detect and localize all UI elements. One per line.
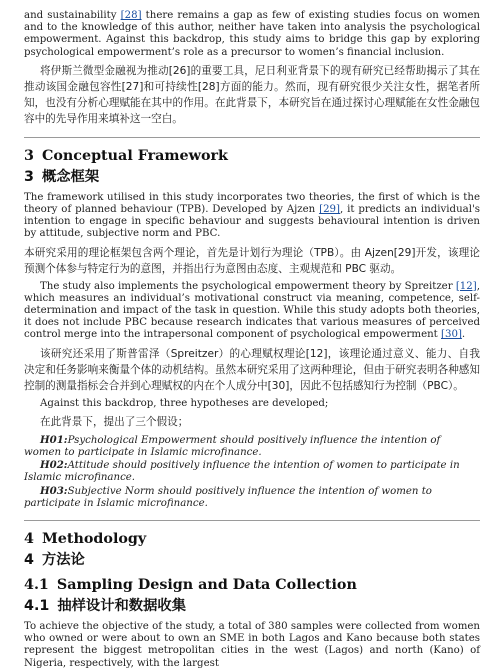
paragraph-sustainability-gap-zh: 将伊斯兰微型金融视为推动[26]的重要工具，尼日利亚背景下的现有研究已经帮助揭示了其在推动该国金融包容性[27]和可持续性[28]方面的能力。然而，现有研究很少关注女性，据笔者所知，也没有分析心理赋能在其中的作用。在此背景下，本研究旨在通过探讨心理赋能在女性金融包容中的先导作用来填补这一空白。 (24, 64, 480, 125)
section-3-heading: 3 Conceptual Framework (24, 147, 228, 164)
paragraph-tpb: The framework utilised in this study incorporates two theories, the first of which is the theory of planned behaviour (TPB). Developed by Ajzen [29], it predicts an individual's intention to engage in specific behaviour and suggests behavioural intention is driven by attitude, subjective norm and PBC. (24, 191, 480, 240)
section-4-heading: 4 Methodology (24, 531, 147, 548)
paragraph-tpb-zh: 本研究采用的理论框架包含两个理论，首先是计划行为理论（TPB）。由 Ajzen[29]开发，该理论预测个体参与特定行为的意图，并指出行为意图由态度、主观规范和 PBC 驱动。 (24, 246, 480, 275)
section-4-1-heading-zh: 4.1 抽样设计和数据收集 (24, 598, 186, 615)
section-4-1-heading: 4.1 Sampling Design and Data Collection (24, 577, 357, 594)
paragraph-sustainability-gap: and sustainability [28] there remains a gap as few of existing studies focus on women and to the knowledge of this author, neither have taken into analysis the psychological empowerment. Against this backdrop, this study aims to bridge this gap by exploring psychological empowerment’s role as a precursor to women’s financial inclusion. (24, 10, 480, 58)
hypothesis-h02: H02:Attitude should positively influence the intention of women to participate in Islamic microfinance. (24, 459, 460, 484)
citation-link-30[interactable]: [30] (441, 329, 462, 341)
paragraph-hypotheses-intro: Against this backdrop, three hypotheses are developed; (40, 397, 329, 409)
citation-link-12[interactable]: [12] (455, 280, 477, 292)
citation-link-29[interactable]: [29] (319, 204, 341, 216)
document-page (24, 10, 480, 670)
section-divider (24, 520, 480, 521)
section-3-heading-zh: 3 概念框架 (24, 168, 100, 185)
paragraph-empowerment-theory-zh: 该研究还采用了斯普雷泽（Spreitzer）的心理赋权理论[12]，该理论通过意义、能力、自我决定和任务影响来衡量个体的动机结构。虽然本研究采用了这两种理论，但由于研究表明各种感知控制的测量指标会合并到心理赋权的内在个人成分中[30]，因此不包括感知行为控制（PBC）。 (24, 347, 480, 392)
paragraph-hypotheses-intro-zh: 在此背景下，提出了三个假设； (40, 415, 189, 428)
hypothesis-h03: H03:Subjective Norm should positively influence the intention of women to participate in Islamic microfinance. (24, 484, 432, 509)
paragraph-empowerment-theory: The study also implements the psychological empowerment theory by Spreitzer [12], which measures an individual’s motivational construct via meaning, competence, self-determination and impact of the task in question. While this study adopts both theories, it does not include PBC because research indicates that various measures of perceived control merge into the intrapersonal component of psychological empowerment [30]. (24, 280, 480, 341)
section-4-heading-zh: 4 方法论 (24, 552, 85, 569)
section-divider (24, 137, 480, 138)
paragraph-sampling: To achieve the objective of the study, a total of 380 samples were collected from women who owned or were about to own an SME in both Lagos and Kano because both states represent the biggest metropolitan cities in the west (Lagos) and north (Kano) of Nigeria, respectively, with the largest (24, 621, 480, 669)
citation-link-28[interactable]: [28] (120, 10, 142, 21)
hypothesis-h01: H01:Psychological Empowerment should positively influence the intention of women to participate in Islamic microfinance. (24, 433, 441, 459)
